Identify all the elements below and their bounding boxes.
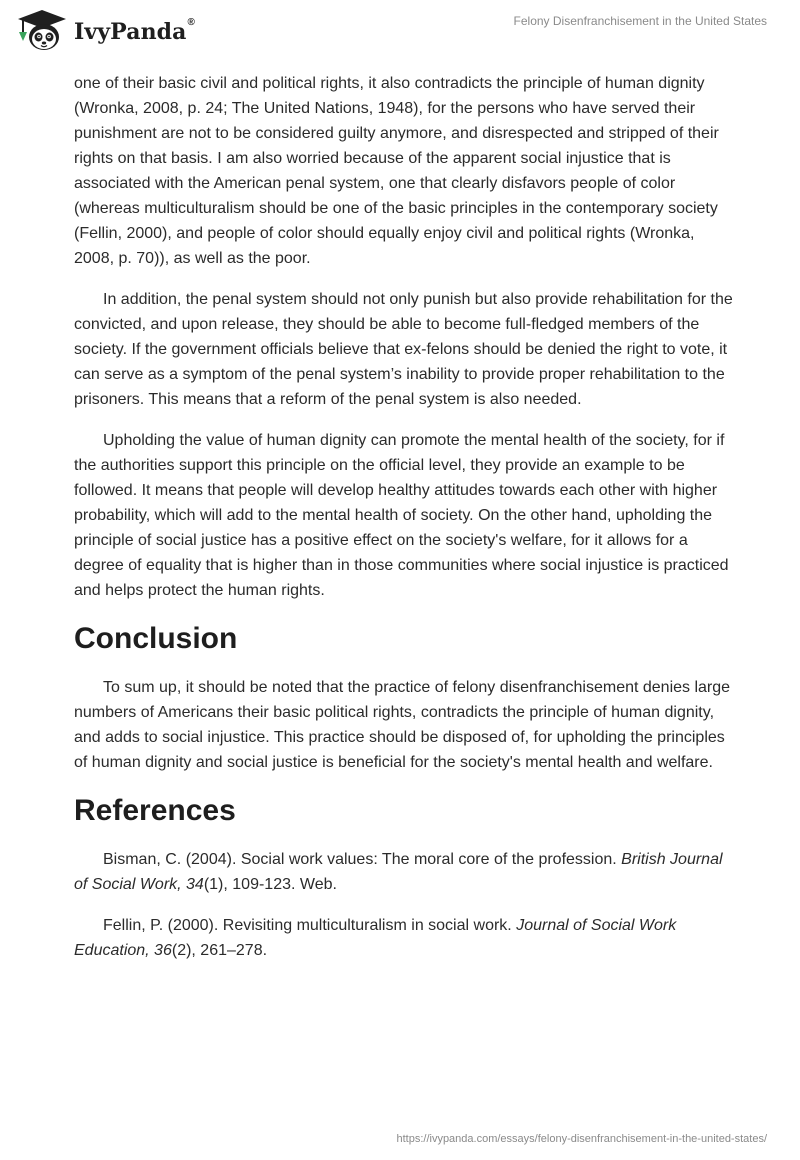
body-paragraph-3: Upholding the value of human dignity can promote the mental health of the society, for if the authorities support this principle on the official level, they provide an example to be followed. It means that people will develop healthy attitudes towards each other with higher probability, which will add to the mental health of society. On the other hand, upholding the principle of social justice has a positive effect on the society's welfare, for it allows for a degree of equality that is higher than in those communities where social injustice is practiced and helps protect the human rights. [74, 432, 729, 599]
reference-item [74, 913, 734, 963]
references-heading: References [74, 794, 236, 827]
registered-mark: ® [187, 17, 195, 28]
reference-details: (2), 261–278. [171, 942, 268, 959]
document-title: Felony Disenfranchisement in the United States [513, 14, 767, 28]
essay-content [74, 71, 734, 979]
body-paragraph-2: In addition, the penal system should not only punish but also provide rehabilitation for the convicted, and upon release, they should be able to become full-fledged members of the society. If the government officials believe that ex-felons should be denied the right to vote, it can serve as a symptom of the penal system’s inability to provide proper rehabilitation to the prisoners. This means that a reform of the penal system is also needed. [74, 291, 733, 408]
reference-journal: Journal of Social Work Education, 36 [74, 917, 677, 959]
reference-text: Bisman, C. (2004). Social work values: The moral core of the profession. [103, 851, 622, 868]
page-header [0, 0, 800, 60]
brand-logo[interactable] [14, 8, 195, 54]
body-paragraph-1: one of their basic civil and political rights, it also contradicts the principle of human dignity (Wronka, 2008, p. 24; The United Nations, 1948), for the persons who have served their punishment are not to be considered guilty anymore, and disrespected and stripped of their rights on that basis. I am also worried because of the apparent social injustice that is associated with the American penal system, one that clearly disfavors people of color (whereas multiculturalism should be one of the basic principles in the contemporary society (Fellin, 2000), and people of color should equally enjoy civil and political rights (Wronka, 2008, p. 70)), as well as the poor. [74, 75, 719, 267]
brand-name: IvyPanda® [74, 17, 195, 45]
reference-item [74, 847, 734, 897]
conclusion-heading: Conclusion [74, 622, 238, 655]
reference-details: (1), 109-123. Web. [203, 876, 337, 893]
panda-graduation-cap-icon [14, 8, 70, 54]
source-url-link[interactable]: https://ivypanda.com/essays/felony-disenfranchisement-in-the-united-states/ [396, 1133, 767, 1145]
reference-text: Fellin, P. (2000). Revisiting multiculturalism in social work. [103, 917, 517, 934]
reference-journal: British Journal of Social Work, 34 [74, 851, 723, 893]
conclusion-paragraph: To sum up, it should be noted that the practice of felony disenfranchisement denies large numbers of Americans their basic political rights, contradicts the principle of human dignity, and adds to social injustice. This practice should be disposed of, for upholding the principles of human dignity and social justice is beneficial for the society's mental health and welfare. [74, 679, 731, 771]
